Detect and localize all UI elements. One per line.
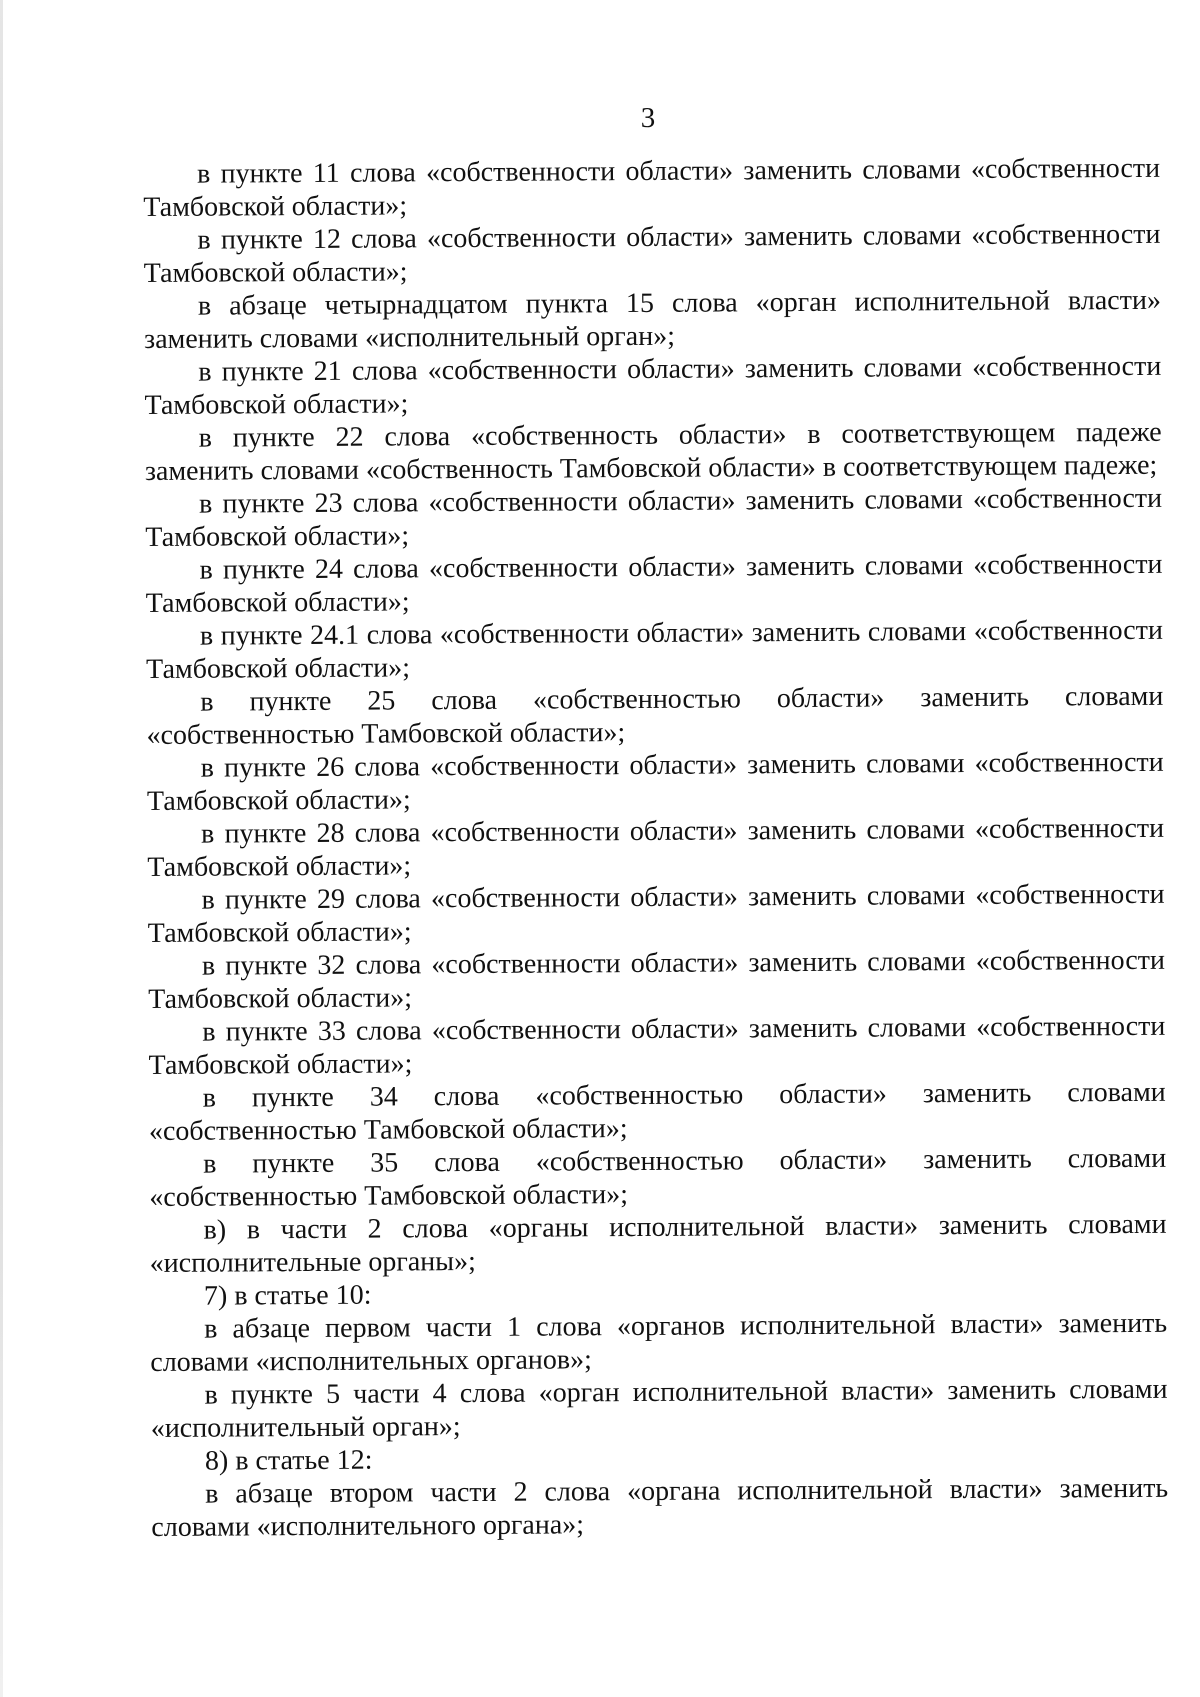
paragraph: в пункте 34 слова «собственностью области» заменить словами «собственностью Тамбовской области»; [148, 1076, 1166, 1147]
paragraph: в пункте 24 слова «собственности области» заменить словами «собственности Тамбовской области»; [145, 548, 1163, 619]
page-number: 3 [640, 102, 656, 134]
paragraph: в пункте 29 слова «собственности области» заменить словами «собственности Тамбовской области»; [147, 878, 1165, 949]
paragraph: в пункте 21 слова «собственности области» заменить словами «собственности Тамбовской области»; [144, 350, 1162, 421]
paragraph: в пункте 33 слова «собственности области» заменить словами «собственности Тамбовской области»; [148, 1010, 1166, 1081]
paragraph: в пункте 11 слова «собственности области» заменить словами «собственности Тамбовской области»; [143, 152, 1161, 223]
paragraph: в пункте 22 слова «собственность области» в соответствующем падеже заменить словами «собственность Тамбовской области» в соответствующем падеже; [144, 416, 1162, 487]
paragraph: в пункте 12 слова «собственности области» заменить словами «собственности Тамбовской области»; [143, 218, 1161, 289]
scan-edge [0, 0, 3, 1697]
paragraph: в пункте 5 части 4 слова «орган исполнительной власти» заменить словами «исполнительный орган»; [150, 1373, 1168, 1444]
paragraph: в абзаце четырнадцатом пункта 15 слова «орган исполнительной власти» заменить словами «исполнительный орган»; [144, 284, 1161, 355]
paragraph: в пункте 28 слова «собственности области» заменить словами «собственности Тамбовской области»; [147, 812, 1165, 883]
paragraph: в пункте 23 слова «собственности области» заменить словами «собственности Тамбовской области»; [145, 482, 1163, 553]
section-heading: 7) в статье 10: [203, 1279, 372, 1312]
paragraph: в абзаце первом части 1 слова «органов исполнительной власти» заменить словами «исполнительных органов»; [150, 1307, 1168, 1378]
paragraph: в пункте 24.1 слова «собственности области» заменить словами «собственности Тамбовской области»; [146, 614, 1163, 685]
paragraph: в пункте 25 слова «собственностью области» заменить словами «собственностью Тамбовской области»; [146, 680, 1164, 751]
paragraph: в) в части 2 слова «органы исполнительной власти» заменить словами «исполнительные органы»; [149, 1208, 1167, 1279]
section-heading: 8) в статье 12: [204, 1444, 373, 1477]
paragraph: в пункте 35 слова «собственностью области» заменить словами «собственностью Тамбовской области»; [149, 1142, 1167, 1213]
paragraph: в пункте 32 слова «собственности области» заменить словами «собственности Тамбовской области»; [148, 944, 1166, 1015]
paragraph: в пункте 26 слова «собственности области» заменить словами «собственности Тамбовской области»; [146, 746, 1164, 817]
document-body [143, 152, 1168, 1544]
paragraph: в абзаце втором части 2 слова «органа исполнительной власти» заменить словами «исполнительного органа»; [151, 1472, 1169, 1543]
